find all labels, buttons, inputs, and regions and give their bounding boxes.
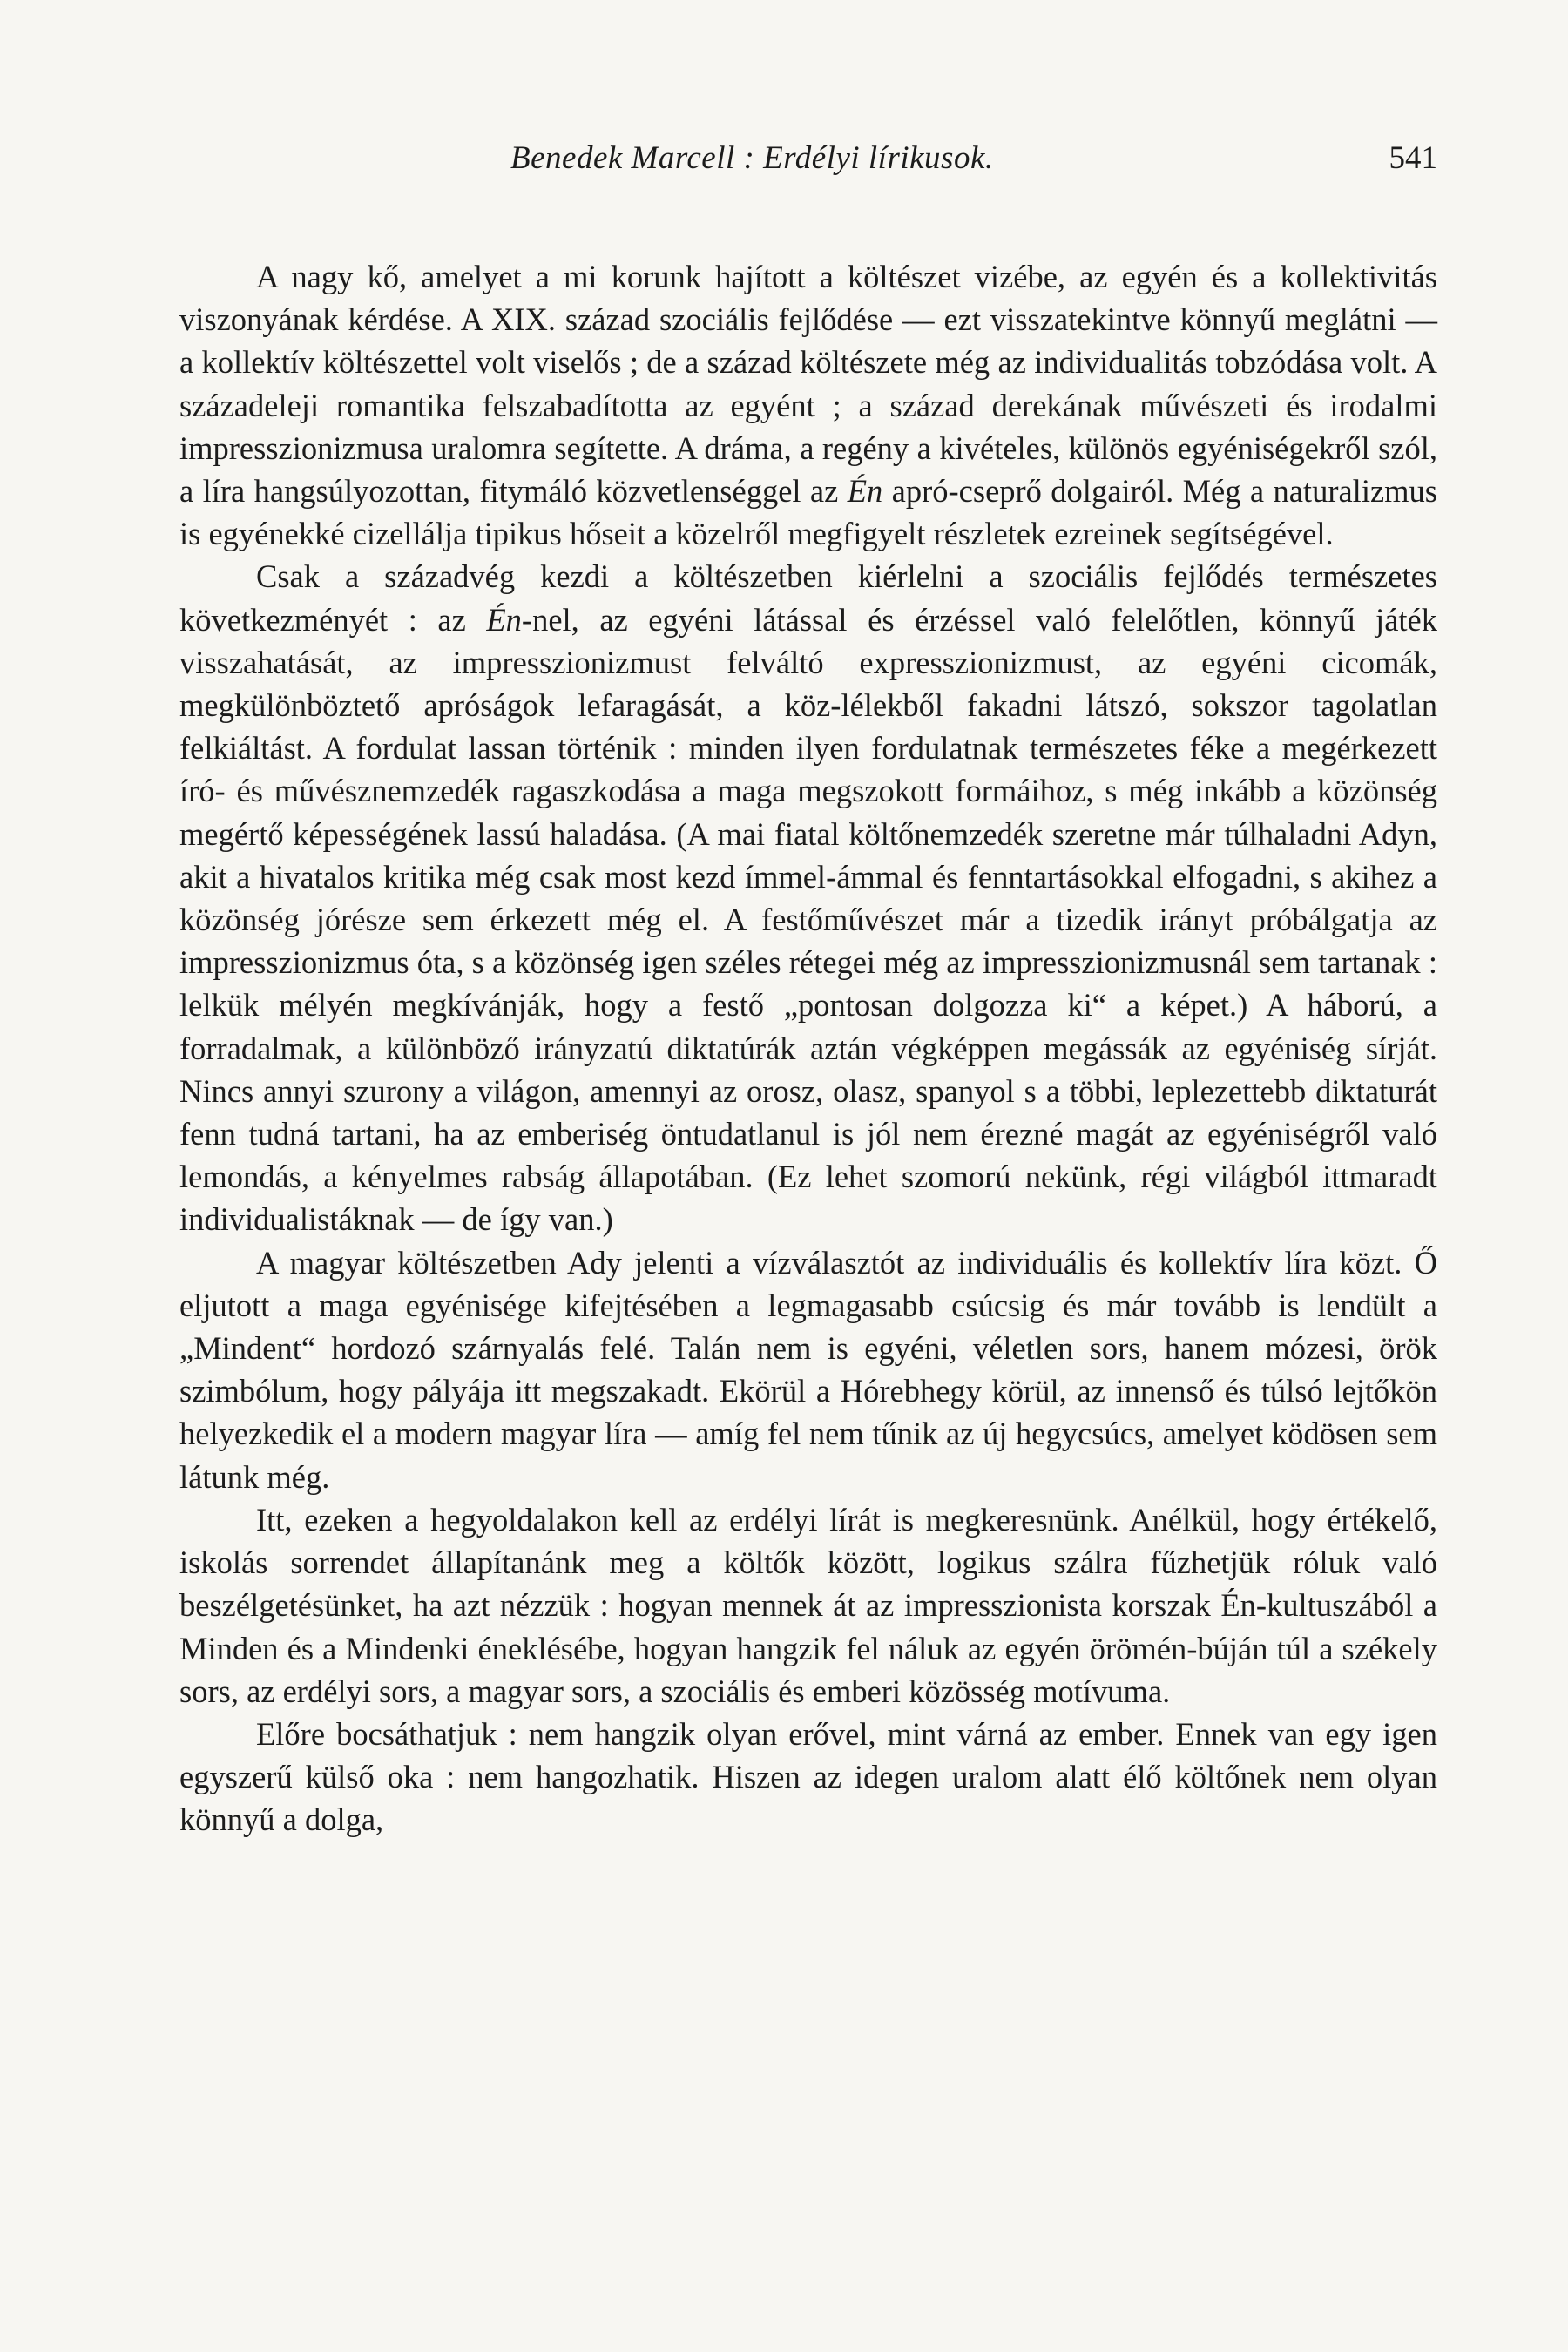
- paragraph-2-text-a: Csak a századvég kezdi a költészetben kiérlelni a szociális fejlődés természetes következményét : az: [179, 558, 1437, 638]
- paragraph-3-text: A magyar költészetben Ady jelenti a vízválasztót az individuális és kollektív líra közt. Ő eljutott a maga egyénisége kifejtésében a legmagasabb csúcsig és már tovább is lendült a „Mindent“ hordozó szárnyalás felé. Talán nem is egyéni, véletlen sors, hanem mózesi, örök szimbólum, hogy pályája itt megszakadt. Ekörül a Hórebhegy körül, az innenső és túlsó lejtőkön helyezkedik el a modern magyar líra — amíg fel nem tűnik az új hegycsúcs, amelyet ködösen sem látunk még.: [179, 1244, 1437, 1495]
- paragraph-5: [179, 1713, 1437, 1842]
- paragraph-1-text-a: A nagy kő, amelyet a mi korunk hajított a költészet vizébe, az egyén és a kollektivitás viszonyának kérdése. A XIX. század szociális fejlődése — ezt visszatekintve könnyű meglátni — a kollektív költészettel volt viselős ; de a század költészete még az individualitás tobzódása volt. A századeleji romantika felszabadította az egyént ; a század derekának művészeti és irodalmi impresszionizmusa uralomra segítette. A dráma, a regény a kivételes, különös egyéniségekről szól, a líra hangsúlyozottan, fitymáló közvetlenséggel az: [179, 259, 1437, 510]
- paragraph-1-text-b: apró-cseprő dolgairól. Még a naturalizmus is egyénekké cizellálja tipikus hőseit a közelről megfigyelt részletek ezreinek segítségével.: [179, 473, 1437, 552]
- running-head: [179, 139, 1437, 192]
- header-title: Benedek Marcell : Erdélyi lírikusok.: [510, 140, 994, 176]
- page-number: 541: [1389, 140, 1437, 176]
- paragraph-1-emphasis: Én: [847, 473, 883, 510]
- paragraph-1: [179, 255, 1437, 555]
- paragraph-4: [179, 1498, 1437, 1713]
- paragraph-5-text: Előre bocsáthatjuk : nem hangzik olyan erővel, mint várná az ember. Ennek van egy igen egyszerű külső oka : nem hangozhatik. Hiszen az idegen uralom alatt élő költőnek nem olyan könnyű a dolga,: [179, 1715, 1437, 1838]
- body-text: [179, 255, 1437, 1842]
- paragraph-2-emphasis: Én: [486, 601, 522, 638]
- paragraph-2: [179, 555, 1437, 1240]
- paragraph-4-text: Itt, ezeken a hegyoldalakon kell az erdélyi lírát is megkeresnünk. Anélkül, hogy értékelő, iskolás sorrendet állapítanánk meg a költők között, logikus szálra fűzhetjük róluk való beszélgetésünket, ha azt nézzük : hogyan mennek át az impresszionista korszak Én-kultuszából a Minden és a Mindenki éneklésébe, hogyan hangzik fel náluk az egyén örömén-búján túl a székely sors, az erdélyi sors, a magyar sors, a szociális és emberi közösség motívuma.: [179, 1501, 1437, 1709]
- paragraph-2-text-b: -nel, az egyéni látással és érzéssel való felelőtlen, könnyű játék visszahatását, az impresszionizmust felváltó expresszionizmust, az egyéni cicomák, megkülönböztető apróságok lefaragását, a köz-lélekből fakadni látszó, sokszor tagolatlan felkiáltást. A fordulat lassan történik : minden ilyen fordulatnak természetes féke a megérkezett író- és művésznemzedék ragaszkodása a maga megszokott formáihoz, s még inkább a közönség megértő képességének lassú haladása. (A mai fiatal költőnemzedék szeretne már túlhaladni Adyn, akit a hivatalos kritika még csak most kezd ímmel-ámmal és fenntartásokkal elfogadni, s akihez a közönség jórésze sem érkezett még el. A festőművészet már a tizedik irányt próbálgatja az impresszionizmus óta, s a közönség igen széles rétegei még az impresszionizmusnál sem tartanak : lelkük mélyén megkívánják, hogy a festő „pontosan dolgozza ki“ a képet.) A háború, a forradalmak, a különböző irányzatú diktatúrák aztán végképpen megássák az egyéniség sírját. Nincs annyi szurony a világon, amennyi az orosz, olasz, spanyol s a többi, leplezettebb diktaturát fenn tudná tartani, ha az emberiség öntudatlanul is jól nem érezné magát az egyéniségről való lemondás, a kényelmes rabság állapotában. (Ez lehet szomorú nekünk, régi világból ittmaradt individualistáknak — de így van.): [179, 601, 1437, 1238]
- paragraph-3: [179, 1241, 1437, 1498]
